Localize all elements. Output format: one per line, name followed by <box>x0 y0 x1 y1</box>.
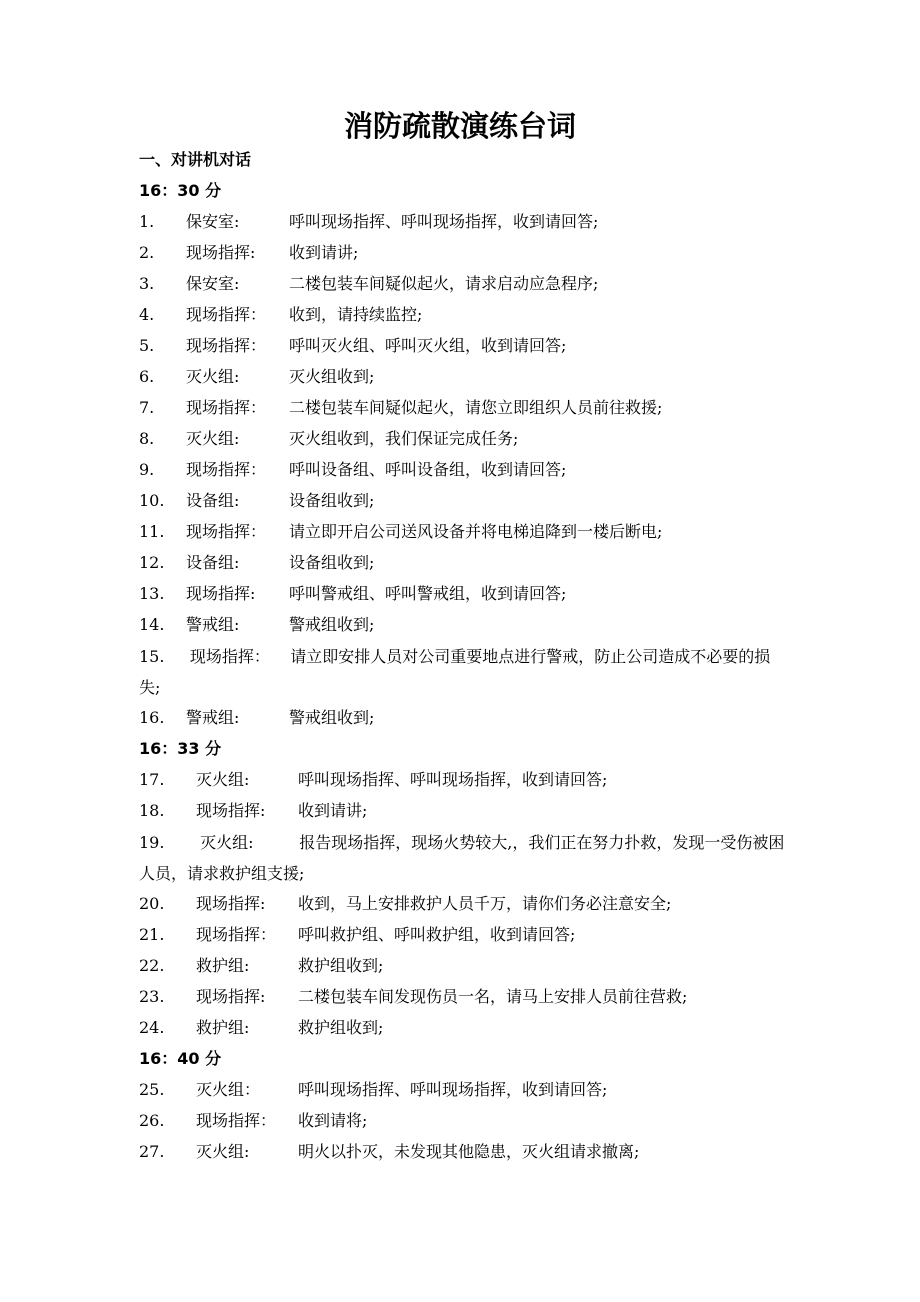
line-number: 7. <box>139 398 155 417</box>
line-number: 17. <box>139 770 165 789</box>
line-text: 警戒组收到; <box>289 615 375 634</box>
speaker-role: 保安室: <box>186 274 240 293</box>
page-title: 消防疏散演练台词 <box>343 109 576 143</box>
line-text: 收到请将; <box>298 1111 368 1130</box>
time-marker: 16：30 分 <box>139 181 222 200</box>
speaker-role: 现场指挥: <box>196 987 266 1006</box>
dialogue-line <box>139 827 789 889</box>
speaker-role: 现场指挥： <box>189 647 270 666</box>
line-text: 收到请讲; <box>289 243 359 262</box>
speaker-role: 灭火组: <box>200 833 254 852</box>
line-text: 灭火组收到，我们保证完成任务; <box>289 429 519 448</box>
speaker-role: 现场指挥： <box>186 305 267 324</box>
line-text: 二楼包装车间发现伤员一名，请马上安排人员前往营救; <box>298 987 688 1006</box>
line-text: 收到，马上安排救护人员千万，请你们务必注意安全; <box>298 894 672 913</box>
line-number: 23. <box>139 987 165 1006</box>
speaker-role: 现场指挥： <box>196 1111 277 1130</box>
line-number: 8. <box>139 429 155 448</box>
speaker-role: 警戒组: <box>186 615 240 634</box>
line-number: 2. <box>139 243 155 262</box>
speaker-role: 灭火组： <box>196 1080 261 1099</box>
line-number: 14. <box>139 615 165 634</box>
speaker-role: 灭火组: <box>196 770 250 789</box>
dialogue-line <box>139 641 789 703</box>
line-text: 明火以扑灭，未发现其他隐患，灭火组请求撤离; <box>298 1142 640 1161</box>
time-marker: 16：40 分 <box>139 1049 222 1068</box>
speaker-role: 现场指挥: <box>186 584 256 603</box>
section-heading: 一、对讲机对话 <box>139 150 252 169</box>
line-number: 10. <box>139 491 165 510</box>
speaker-role: 保安室: <box>186 212 240 231</box>
line-text: 灭火组收到; <box>289 367 375 386</box>
line-text: 呼叫现场指挥、呼叫现场指挥，收到请回答; <box>289 212 599 231</box>
line-number: 16. <box>139 708 165 727</box>
line-number: 12. <box>139 553 165 572</box>
line-text: 收到请讲; <box>298 801 368 820</box>
speaker-role: 现场指挥： <box>186 398 267 417</box>
line-text: 呼叫警戒组、呼叫警戒组，收到请回答; <box>289 584 567 603</box>
line-number: 24. <box>139 1018 165 1037</box>
speaker-role: 现场指挥： <box>186 336 267 355</box>
line-number: 26. <box>139 1111 165 1130</box>
speaker-role: 现场指挥: <box>196 801 266 820</box>
speaker-role: 现场指挥： <box>186 460 267 479</box>
line-number: 22. <box>139 956 165 975</box>
line-number: 9. <box>139 460 155 479</box>
line-number: 25. <box>139 1080 165 1099</box>
line-number: 11. <box>139 522 165 541</box>
line-text: 设备组收到; <box>289 491 375 510</box>
speaker-role: 设备组: <box>186 553 240 572</box>
speaker-role: 灭火组: <box>196 1142 250 1161</box>
line-number: 4. <box>139 305 155 324</box>
line-number: 6. <box>139 367 155 386</box>
speaker-role: 灭火组: <box>186 367 240 386</box>
line-text: 请立即开启公司送风设备并将电梯追降到一楼后断电; <box>289 522 663 541</box>
line-number: 5. <box>139 336 155 355</box>
speaker-role: 设备组: <box>186 491 240 510</box>
line-number: 18. <box>139 801 165 820</box>
line-text: 呼叫现场指挥、呼叫现场指挥，收到请回答; <box>298 770 608 789</box>
line-number: 20. <box>139 894 165 913</box>
line-number: 27. <box>139 1142 165 1161</box>
speaker-role: 现场指挥: <box>196 894 266 913</box>
line-text: 呼叫灭火组、呼叫灭火组，收到请回答; <box>289 336 567 355</box>
line-text: 呼叫现场指挥、呼叫现场指挥，收到请回答; <box>298 1080 608 1099</box>
time-marker: 16：33 分 <box>139 739 222 758</box>
speaker-role: 救护组: <box>196 956 250 975</box>
speaker-role: 灭火组: <box>186 429 240 448</box>
line-text: 收到，请持续监控; <box>289 305 423 324</box>
speaker-role: 现场指挥: <box>186 243 256 262</box>
line-text: 报告现场指挥，现场火势较大,，我们正在努力扑救，发现一受伤被困人员，请求救护组支援; <box>139 833 785 883</box>
speaker-role: 现场指挥： <box>196 925 277 944</box>
speaker-role: 救护组: <box>196 1018 250 1037</box>
line-text: 呼叫救护组、呼叫救护组，收到请回答; <box>298 925 576 944</box>
line-number: 21. <box>139 925 165 944</box>
line-text: 请立即安排人员对公司重要地点进行警戒，防止公司造成不必要的损失; <box>139 647 771 697</box>
speaker-role: 警戒组: <box>186 708 240 727</box>
line-text: 呼叫设备组、呼叫设备组，收到请回答; <box>289 460 567 479</box>
line-text: 二楼包装车间疑似起火，请您立即组织人员前往救援; <box>289 398 663 417</box>
line-number: 15. <box>139 647 165 666</box>
line-number: 3. <box>139 274 155 293</box>
line-text: 救护组收到; <box>298 1018 384 1037</box>
line-text: 救护组收到; <box>298 956 384 975</box>
line-number: 13. <box>139 584 165 603</box>
line-text: 二楼包装车间疑似起火，请求启动应急程序; <box>289 274 599 293</box>
line-text: 设备组收到; <box>289 553 375 572</box>
line-text: 警戒组收到; <box>289 708 375 727</box>
line-number: 19. <box>139 833 165 852</box>
speaker-role: 现场指挥： <box>186 522 267 541</box>
line-number: 1. <box>139 212 155 231</box>
